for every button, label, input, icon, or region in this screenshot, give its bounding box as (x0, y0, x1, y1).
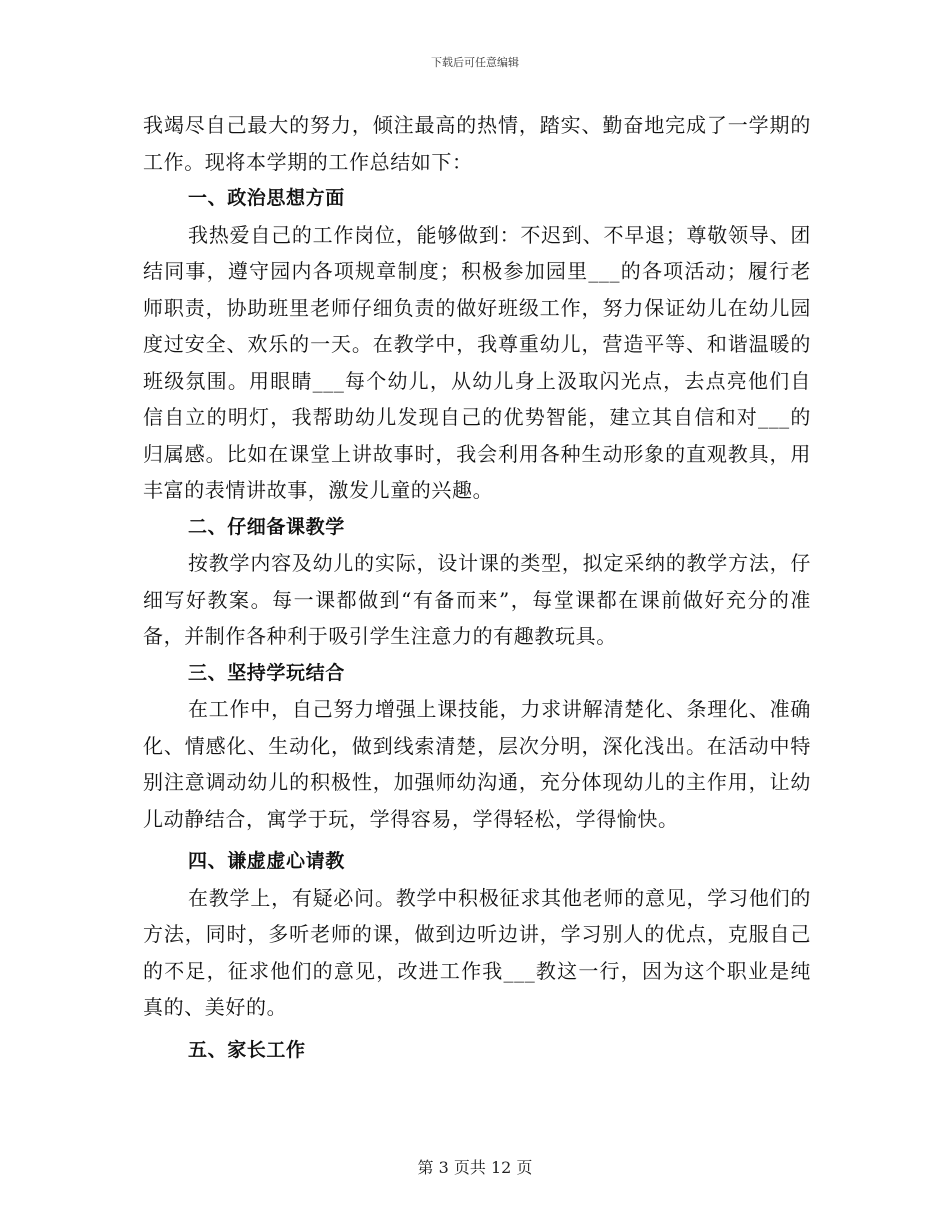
section-2-heading: 二、仔细备课教学 (188, 515, 345, 538)
intro-paragraph: 我竭尽自己最大的努力，倾注最高的热情，踏实、勤奋地完成了一学期的工作。现将本学期的工作总结如下： (143, 113, 811, 174)
section-5-heading: 五、家长工作 (188, 1038, 306, 1061)
section-4-paragraph: 在教学上，有疑必问。教学中积极征求其他老师的意见，学习他们的方法，同时，多听老师的课，做到边听边讲，学习别人的优点，克服自己的不足，征求他们的意见，改进工作我___教这一行，因为这个职业是纯真的、美好的。 (143, 885, 811, 1019)
document-body (143, 107, 811, 1068)
page-footer: 第 3 页共 12 页 (417, 1158, 533, 1177)
section-1-paragraph: 我热爱自己的工作岗位，能够做到：不迟到、不早退；尊敬领导、团结同事，遵守园内各项规章制度；积极参加园里___的各项活动；履行老师职责，协助班里老师仔细负责的做好班级工作，努力保证幼儿在幼儿园度过安全、欢乐的一天。在教学中，我尊重幼儿，营造平等、和谐温暖的班级氛围。用眼睛___每个幼儿，从幼儿身上汲取闪光点，去点亮他们自信自立的明灯，我帮助幼儿发现自己的优势智能，建立其自信和对___的归属感。比如在课堂上讲故事时，我会利用各种生动形象的直观教具，用丰富的表情讲故事，激发儿童的兴趣。 (143, 222, 811, 502)
section-2-paragraph: 按教学内容及幼儿的实际，设计课的类型，拟定采纳的教学方法，仔细写好教案。每一课都做到“有备而来”，每堂课都在课前做好充分的准备，并制作各种利于吸引学生注意力的有趣教玩具。 (143, 551, 811, 648)
section-3-paragraph: 在工作中，自己努力增强上课技能，力求讲解清楚化、条理化、准确化、情感化、生动化，做到线索清楚，层次分明，深化浅出。在活动中特别注意调动幼儿的积极性，加强师幼沟通，充分体现幼儿的主作用，让幼儿动静结合，寓学于玩，学得容易，学得轻松，学得愉快。 (143, 697, 811, 831)
section-3-heading: 三、坚持学玩结合 (188, 661, 345, 684)
section-1-heading: 一、政治思想方面 (188, 187, 345, 209)
page-header: 下载后可任意编辑 (431, 56, 519, 69)
section-4-heading: 四、谦虚虚心请教 (188, 850, 345, 872)
